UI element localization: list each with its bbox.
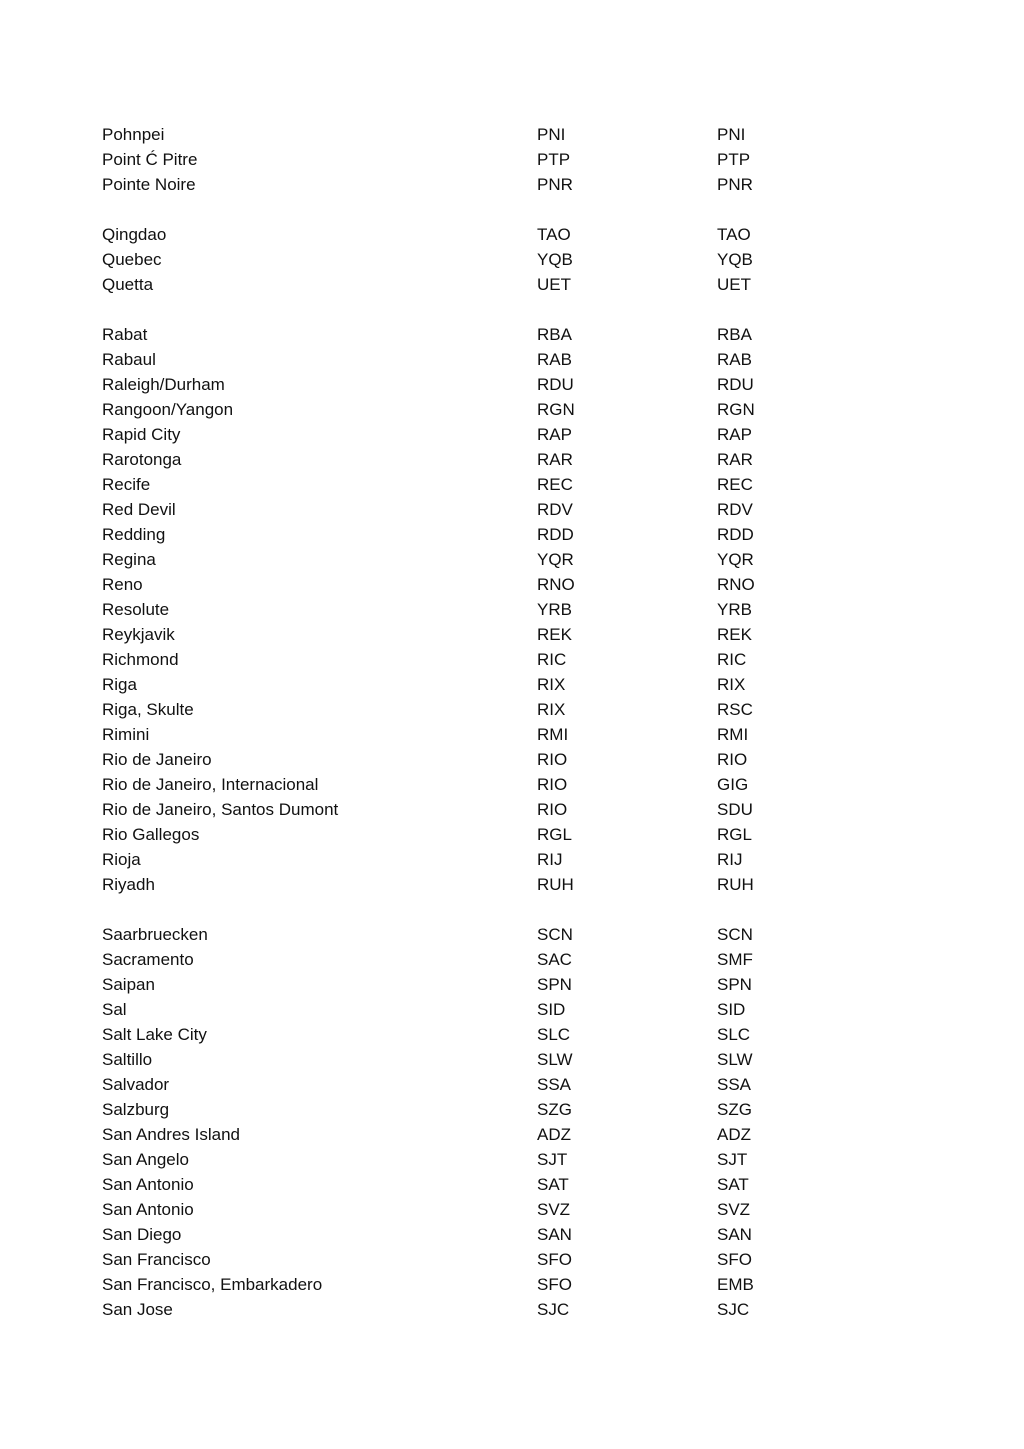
code-cell: RAB — [717, 350, 752, 369]
table-row — [102, 472, 922, 497]
code-cell: TAO — [717, 225, 751, 244]
code-cell: RAP — [537, 425, 572, 444]
code-cell: YQB — [537, 250, 573, 269]
city-cell: Quebec — [102, 250, 162, 269]
city-cell: Riga — [102, 675, 137, 694]
code-cell: RAP — [717, 425, 752, 444]
code-cell: SFO — [537, 1250, 572, 1269]
code-cell: PTP — [537, 150, 571, 169]
code-cell: RDV — [717, 500, 753, 519]
city-cell: Rangoon/Yangon — [102, 400, 234, 419]
city-cell: San Andres Island — [102, 1125, 240, 1144]
table-row — [102, 997, 922, 1022]
table-row — [102, 322, 922, 347]
code-cell: RGL — [717, 825, 752, 844]
table-row — [102, 1297, 922, 1322]
table-row — [102, 797, 922, 822]
city-cell: San Francisco — [102, 1250, 211, 1269]
city-cell: San Antonio — [102, 1175, 194, 1194]
table-row — [102, 222, 922, 247]
table-row — [102, 547, 922, 572]
code-cell: YQR — [537, 550, 574, 569]
city-cell: San Antonio — [102, 1200, 194, 1219]
code-cell: SJT — [717, 1150, 748, 1169]
code-cell: RUH — [717, 875, 754, 894]
table-row — [102, 847, 922, 872]
city-cell: Rio de Janeiro, Santos Dumont — [102, 800, 339, 819]
code-cell: RIJ — [717, 850, 743, 869]
code-cell: SFO — [717, 1250, 752, 1269]
table-row — [102, 522, 922, 547]
city-cell: Rio Gallegos — [102, 825, 200, 844]
table-row — [102, 822, 922, 847]
code-cell: SAN — [717, 1225, 752, 1244]
table-row — [102, 672, 922, 697]
blank-row — [102, 297, 922, 322]
table-row — [102, 422, 922, 447]
code-cell: RIJ — [537, 850, 563, 869]
table-row — [102, 247, 922, 272]
city-cell: Saipan — [102, 975, 155, 994]
code-cell: RDD — [717, 525, 754, 544]
city-cell: Qingdao — [102, 225, 167, 244]
city-cell: Riyadh — [102, 875, 155, 894]
code-cell: SCN — [537, 925, 573, 944]
code-cell: RBA — [537, 325, 572, 344]
code-cell: RIO — [537, 750, 568, 769]
city-cell: Rarotonga — [102, 450, 182, 469]
code-cell: RIC — [537, 650, 567, 669]
table-row — [102, 147, 922, 172]
code-cell: RDU — [717, 375, 754, 394]
code-cell: YQR — [717, 550, 754, 569]
table-row — [102, 1122, 922, 1147]
code-cell: ADZ — [717, 1125, 751, 1144]
code-cell: SFO — [537, 1275, 572, 1294]
table-row — [102, 947, 922, 972]
code-cell: SVZ — [537, 1200, 571, 1219]
code-cell: RAR — [537, 450, 573, 469]
code-cell: REK — [717, 625, 752, 644]
code-cell: YRB — [717, 600, 752, 619]
code-cell: SJC — [537, 1300, 570, 1319]
blank-row — [102, 897, 922, 922]
table-row — [102, 572, 922, 597]
city-cell: Rapid City — [102, 425, 181, 444]
code-cell: SJC — [717, 1300, 750, 1319]
table-row — [102, 772, 922, 797]
table-row — [102, 447, 922, 472]
code-cell: PNR — [537, 175, 573, 194]
city-cell: Rabaul — [102, 350, 156, 369]
code-cell: RGN — [537, 400, 575, 419]
table-row — [102, 697, 922, 722]
city-cell: Sacramento — [102, 950, 194, 969]
code-cell: REC — [537, 475, 573, 494]
code-cell: SMF — [717, 950, 753, 969]
code-cell: RMI — [717, 725, 749, 744]
city-cell: Pohnpei — [102, 125, 165, 144]
table-row — [102, 397, 922, 422]
table-row — [102, 872, 922, 897]
city-cell: Rio de Janeiro, Internacional — [102, 775, 319, 794]
code-cell: SJT — [537, 1150, 568, 1169]
city-cell: Regina — [102, 550, 156, 569]
code-cell: RAB — [537, 350, 572, 369]
table-row — [102, 1172, 922, 1197]
table-row — [102, 172, 922, 197]
code-cell: RIC — [717, 650, 747, 669]
code-cell: RIX — [537, 700, 566, 719]
city-cell: Recife — [102, 475, 151, 494]
code-cell: PNR — [717, 175, 753, 194]
code-cell: SAN — [537, 1225, 572, 1244]
city-cell: Raleigh/Durham — [102, 375, 225, 394]
table-row — [102, 1197, 922, 1222]
city-cell: Reykjavik — [102, 625, 175, 644]
table-row — [102, 922, 922, 947]
city-cell: Saarbruecken — [102, 925, 208, 944]
city-cell: Sal — [102, 1000, 127, 1019]
code-cell: RSC — [717, 700, 753, 719]
code-cell: RNO — [717, 575, 755, 594]
code-cell: REC — [717, 475, 753, 494]
code-cell: REK — [537, 625, 572, 644]
table-row — [102, 1022, 922, 1047]
city-cell: Salt Lake City — [102, 1025, 207, 1044]
table-row — [102, 972, 922, 997]
code-cell: TAO — [537, 225, 571, 244]
code-cell: SZG — [537, 1100, 572, 1119]
code-cell: UET — [717, 275, 751, 294]
code-cell: SPN — [717, 975, 752, 994]
code-cell: YRB — [537, 600, 572, 619]
city-cell: Saltillo — [102, 1050, 153, 1069]
table-row — [102, 1097, 922, 1122]
code-cell: RDU — [537, 375, 574, 394]
city-cell: Quetta — [102, 275, 154, 294]
code-cell: SPN — [537, 975, 572, 994]
code-cell: RBA — [717, 325, 752, 344]
code-cell: SAC — [537, 950, 572, 969]
table-row — [102, 272, 922, 297]
city-cell: Red Devil — [102, 500, 176, 519]
code-cell: RDV — [537, 500, 573, 519]
code-cell: RIO — [537, 775, 568, 794]
code-cell: UET — [537, 275, 571, 294]
table-row — [102, 1272, 922, 1297]
code-cell: SAT — [717, 1175, 749, 1194]
code-cell: RIO — [537, 800, 568, 819]
code-cell: PNI — [537, 125, 566, 144]
code-cell: SLC — [537, 1025, 571, 1044]
code-cell: SLW — [717, 1050, 753, 1069]
city-cell: Point Ć Pitre — [102, 150, 198, 169]
code-cell: PNI — [717, 125, 746, 144]
code-cell: RGN — [717, 400, 755, 419]
city-cell: Riga, Skulte — [102, 700, 194, 719]
code-cell: SAT — [537, 1175, 569, 1194]
table-row — [102, 722, 922, 747]
table-row — [102, 1222, 922, 1247]
code-cell: SZG — [717, 1100, 752, 1119]
city-cell: Rimini — [102, 725, 150, 744]
code-cell: RIX — [537, 675, 566, 694]
city-cell: San Francisco, Embarkadero — [102, 1275, 323, 1294]
code-cell: SSA — [537, 1075, 572, 1094]
city-cell: Rio de Janeiro — [102, 750, 212, 769]
code-cell: SSA — [717, 1075, 752, 1094]
code-cell: PTP — [717, 150, 751, 169]
code-cell: RDD — [537, 525, 574, 544]
city-cell: Redding — [102, 525, 166, 544]
code-cell: RIX — [717, 675, 746, 694]
city-cell: Salvador — [102, 1075, 170, 1094]
code-cell: SLC — [717, 1025, 751, 1044]
table-row — [102, 622, 922, 647]
code-cell: GIG — [717, 775, 749, 794]
city-cell: San Diego — [102, 1225, 182, 1244]
table-row — [102, 1047, 922, 1072]
city-cell: Richmond — [102, 650, 179, 669]
airport-code-table — [102, 122, 922, 1322]
table-row — [102, 1247, 922, 1272]
table-row — [102, 497, 922, 522]
city-cell: Pointe Noire — [102, 175, 196, 194]
city-cell: Rioja — [102, 850, 141, 869]
code-cell: SLW — [537, 1050, 573, 1069]
code-cell: RAR — [717, 450, 753, 469]
code-cell: RNO — [537, 575, 575, 594]
table-row — [102, 372, 922, 397]
city-cell: San Jose — [102, 1300, 173, 1319]
code-cell: RUH — [537, 875, 574, 894]
city-cell: Rabat — [102, 325, 148, 344]
table-row — [102, 347, 922, 372]
city-cell: Salzburg — [102, 1100, 170, 1119]
code-cell: SCN — [717, 925, 753, 944]
city-cell: San Angelo — [102, 1150, 189, 1169]
code-cell: YQB — [717, 250, 753, 269]
code-cell: SDU — [717, 800, 753, 819]
code-cell: SID — [717, 1000, 746, 1019]
code-cell: RGL — [537, 825, 572, 844]
city-cell: Resolute — [102, 600, 170, 619]
code-cell: SID — [537, 1000, 566, 1019]
code-cell: ADZ — [537, 1125, 571, 1144]
table-row — [102, 122, 922, 147]
table-row — [102, 747, 922, 772]
code-cell: RIO — [717, 750, 748, 769]
table-row — [102, 597, 922, 622]
code-cell: SVZ — [717, 1200, 751, 1219]
table-row — [102, 1072, 922, 1097]
city-cell: Reno — [102, 575, 143, 594]
table-row — [102, 647, 922, 672]
code-cell: EMB — [717, 1275, 754, 1294]
blank-row — [102, 197, 922, 222]
code-cell: RMI — [537, 725, 569, 744]
table-row — [102, 1147, 922, 1172]
